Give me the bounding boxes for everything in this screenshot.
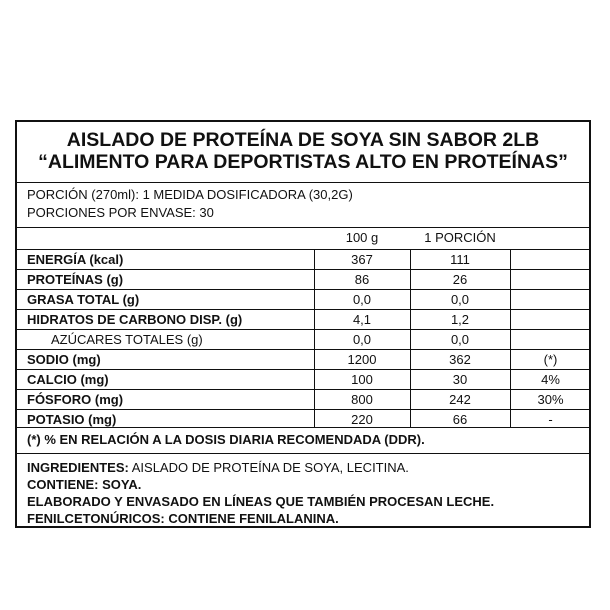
ingredients-section <box>17 453 589 528</box>
value-per-portion: 111 <box>450 252 470 267</box>
nutrient-row-sodium <box>17 349 589 370</box>
value-per-100g: 367 <box>351 252 373 267</box>
value-ddr: (*) <box>543 352 558 367</box>
value-per-portion: 0,0 <box>450 292 470 307</box>
value-per-portion: 1,2 <box>450 312 470 327</box>
nutrient-name: GRASA TOTAL (g) <box>27 292 140 307</box>
product-claim: “ALIMENTO PARA DEPORTISTAS ALTO EN PROTEÍNAS” <box>38 151 568 173</box>
value-ddr <box>510 270 591 290</box>
value-per-100g: 220 <box>351 412 373 427</box>
value-ddr <box>510 290 591 310</box>
allergen-processing-note: ELABORADO Y ENVASADO EN LÍNEAS QUE TAMBIÉN PROCESAN LECHE. <box>27 494 495 509</box>
header-per-100g: 100 g <box>345 230 379 245</box>
value-per-100g: 800 <box>351 392 373 407</box>
nutrient-name: ENERGÍA (kcal) <box>27 252 124 267</box>
nutrient-row-calcium <box>17 369 589 390</box>
value-per-portion: 362 <box>449 352 471 367</box>
header-ddr <box>510 227 591 249</box>
value-per-100g: 0,0 <box>352 292 372 307</box>
value-per-portion: 0,0 <box>450 332 470 347</box>
nutrition-label <box>15 120 591 528</box>
nutrient-row-carbohydrates <box>17 309 589 330</box>
nutrient-row-protein <box>17 269 589 290</box>
value-ddr <box>510 310 591 330</box>
value-ddr: - <box>548 412 553 427</box>
value-per-100g: 86 <box>354 272 370 287</box>
value-ddr <box>510 330 591 350</box>
allergen-contains: CONTIENE: SOYA. <box>27 477 142 492</box>
ingredients-text: AISLADO DE PROTEÍNA DE SOYA, LECITINA. <box>128 460 409 475</box>
nutrient-row-total-sugars <box>17 329 589 350</box>
value-per-100g: 0,0 <box>352 332 372 347</box>
value-per-100g: 4,1 <box>352 312 372 327</box>
nutrient-row-energy <box>17 249 589 270</box>
nutrient-name: FÓSFORO (mg) <box>27 392 124 407</box>
phenylketonurics-warning: FENILCETONÚRICOS: CONTIENE FENILALANINA. <box>27 511 339 526</box>
ingredients-line <box>27 459 409 476</box>
nutrient-name: SODIO (mg) <box>27 352 101 367</box>
nutrition-table <box>17 227 589 427</box>
value-per-portion: 26 <box>452 272 468 287</box>
nutrient-name: POTASIO (mg) <box>27 412 117 427</box>
value-per-100g: 1200 <box>347 352 377 367</box>
value-per-portion: 242 <box>449 392 471 407</box>
portion-size: PORCIÓN (270ml): 1 MEDIDA DOSIFICADORA (30,2G) <box>27 187 353 202</box>
value-ddr: 4% <box>541 372 560 387</box>
product-title: AISLADO DE PROTEÍNA DE SOYA SIN SABOR 2LB <box>66 129 540 151</box>
portions-per-container: PORCIONES POR ENVASE: 30 <box>27 205 214 220</box>
ddr-footnote: (*) % EN RELACIÓN A LA DOSIS DIARIA RECOMENDADA (DDR). <box>27 432 425 447</box>
value-per-portion: 66 <box>452 412 468 427</box>
nutrient-name: PROTEÍNAS (g) <box>27 272 124 287</box>
value-ddr <box>510 250 591 270</box>
label-title-section <box>17 122 589 183</box>
nutrient-name: CALCIO (mg) <box>27 372 109 387</box>
portion-section <box>17 182 589 228</box>
footnote-section <box>17 427 589 454</box>
value-ddr: 30% <box>537 392 564 407</box>
nutrient-name: AZÚCARES TOTALES (g) <box>51 332 203 347</box>
value-per-100g: 100 <box>351 372 373 387</box>
ingredients-label: INGREDIENTES: <box>27 460 129 475</box>
header-per-portion: 1 PORCIÓN <box>424 230 496 245</box>
nutrient-name: HIDRATOS DE CARBONO DISP. (g) <box>27 312 243 327</box>
nutrient-row-total-fat <box>17 289 589 310</box>
nutrient-row-phosphorus <box>17 389 589 410</box>
value-per-portion: 30 <box>452 372 468 387</box>
